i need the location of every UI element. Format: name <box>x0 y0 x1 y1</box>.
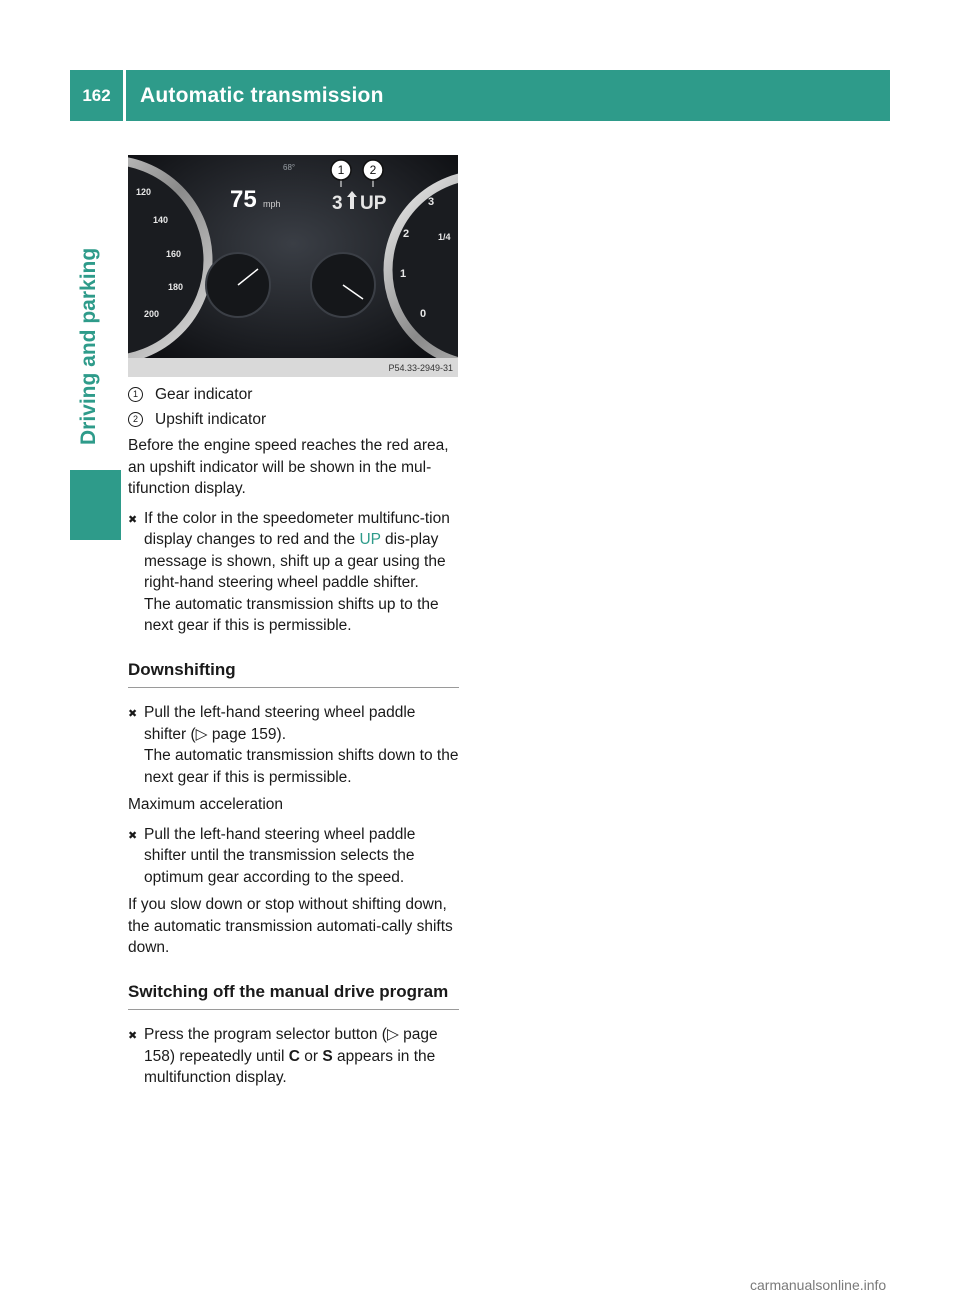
legend-number: 1 <box>128 387 143 402</box>
note-paragraph: If you slow down or stop without shifting down, the automatic transmission automati-cally shifts down. <box>128 896 453 956</box>
display-term-up: UP <box>359 531 381 548</box>
intro-paragraph: Before the engine speed reaches the red area, an upshift indicator will be shown in the mul-tifunction display. <box>128 437 449 497</box>
legend-item <box>128 409 459 431</box>
instruction-step <box>128 1024 459 1089</box>
speed-tick-label: 200 <box>144 309 160 319</box>
legend-label: Upshift indicator <box>155 410 267 428</box>
speed-tick-label: 180 <box>168 282 184 292</box>
section-tab-marker <box>70 470 121 540</box>
step-text: appears in the multifunction display. <box>144 1047 436 1086</box>
page-title: Automatic transmission <box>140 83 384 107</box>
upshift-readout: UP <box>360 193 387 214</box>
program-c: C <box>288 1047 300 1065</box>
legend-label: Gear indicator <box>155 386 253 403</box>
watermark: carmanualsonline.info <box>750 1277 887 1293</box>
rpm-tick-label: 3 <box>428 196 435 208</box>
step-result: The automatic transmission shifts up to the next gear if this is permissible. <box>144 595 439 634</box>
instruction-step <box>128 824 459 889</box>
step-arrow-icon: ✖ <box>128 1030 138 1042</box>
instruction-step <box>128 508 459 637</box>
step-arrow-icon: ✖ <box>128 513 138 526</box>
rpm-tick-label: 1/4 <box>438 232 451 242</box>
rpm-tick-label: 0 <box>420 308 427 320</box>
program-s: S <box>322 1047 333 1065</box>
speed-unit: mph <box>263 199 281 209</box>
speed-tick-label: 160 <box>166 249 182 259</box>
step-arrow-icon: ✖ <box>128 708 138 720</box>
rpm-tick-label: 1 <box>400 268 407 280</box>
speed-readout: 75 <box>230 186 257 213</box>
figure-code: P54.33-2949-31 <box>388 363 453 373</box>
page-number: 162 <box>70 70 126 121</box>
section-heading-switching-off: Switching off the manual drive program <box>128 981 459 1011</box>
section-tab-label: Driving and parking <box>77 247 100 445</box>
speed-tick-label: 120 <box>136 187 152 197</box>
step-result: The automatic transmission shifts down to the next gear if this is permissible. <box>144 747 459 786</box>
page-content <box>128 384 459 1095</box>
step-text: If the color in the speedometer multifunc-tion display changes to red and the <box>144 509 450 548</box>
temperature-readout: 68° <box>283 163 296 172</box>
step-text: dis-play message is shown, shift up a gear using the right-hand steering wheel paddle shifter. <box>144 531 446 591</box>
step-text: Pull the left-hand steering wheel paddle shifter until the transmission selects the optimum gear according to the speed. <box>144 825 416 886</box>
step-arrow-icon: ✖ <box>128 829 138 842</box>
speed-tick-label: 140 <box>153 215 169 225</box>
instrument-cluster-image <box>128 155 458 377</box>
step-text: or <box>299 1047 323 1065</box>
instruction-step <box>128 702 459 788</box>
callout-2: 2 <box>369 163 377 177</box>
gear-readout: 3 <box>332 193 343 214</box>
page-header <box>70 70 890 121</box>
step-text[interactable]: Press the program selector button (▷ page 158) repeatedly until <box>144 1026 438 1065</box>
instrument-cluster-figure <box>128 155 458 377</box>
rpm-tick-label: 2 <box>403 228 410 240</box>
step-text[interactable]: Pull the left-hand steering wheel paddle shifter (▷ page 159). <box>144 704 416 743</box>
callout-1: 1 <box>337 163 345 177</box>
legend-item <box>128 384 459 406</box>
section-heading-downshifting: Downshifting <box>128 659 459 689</box>
subheading-max-acceleration: Maximum acceleration <box>128 796 284 813</box>
legend-number: 2 <box>128 412 143 427</box>
